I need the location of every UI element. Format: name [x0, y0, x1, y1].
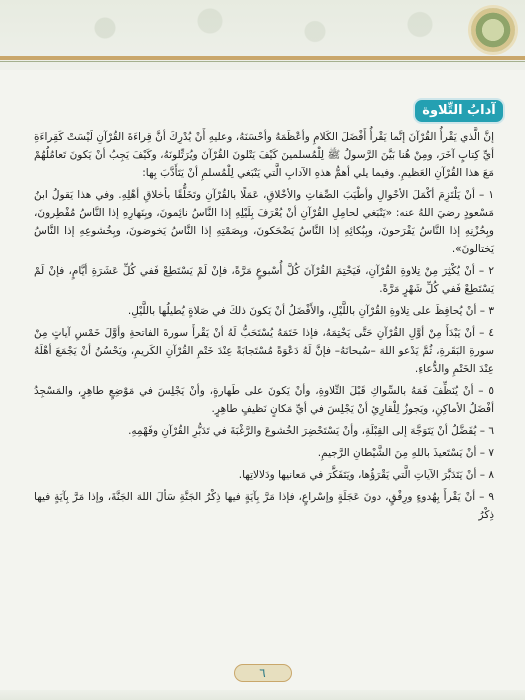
list-item: ٢ – أنْ يُكْثِرَ مِنْ تِلاوةِ القُرْآنِ، فَيَخْتِمَ القُرْآنَ كُلَّ أُسْبوعٍ مَرَّةً، فإنْ لَمْ يَسْتَطِعْ فَفي كُلِّ عَشَرَةِ أيَّامٍ، فإنْ لَمْ يَسْتَطِعْ فَفي كُلِّ شَهْرٍ مَرَّةً. — [34, 265, 494, 295]
page-number: ٦ — [234, 664, 292, 682]
section-title: آدابُ التِّلاوة — [413, 98, 505, 124]
list-item: ٦ – يُفَضَّلُ أنْ يَتَوَجَّهَ إلى القِبْلَةِ، وأنْ يَسْتَحْضِرَ الخُشوعَ والرَّغْبَةَ في تَدَبُّرِ القُرْآنِ وفَهْمِهِ. — [128, 425, 494, 437]
list-item: ٥ – أنْ يُنَظِّفَ فَمَهُ بالسِّواكِ قَبْلَ التِّلاوةِ، وأنْ يَكونَ على طَهارةٍ، وأنْ يَجْلِسَ في مَوْضِعٍ طاهِرٍ، والمَسْجِدُ أفْضَلُ الأماكِنِ، ويَجوزُ لِلْقارِئِ أنْ يَجْلِسَ في أيِّ مَكانٍ نَظيفٍ طاهِرٍ. — [34, 385, 494, 415]
decorative-header-band — [0, 0, 525, 70]
document-body — [34, 128, 494, 528]
list-item: ١ – أنْ يَلْتَزِمَ أكْمَلَ الأحْوالِ وأطْيَبَ الصِّفاتِ والأخْلاقِ، عَمَلًا بالقُرْآنِ وتَخَلُّقًا بأخلاقِ أهْلِهِ. وفي هذا يَقولُ ابنُ مَسْعودٍ رضيَ اللهُ عنه: «يَنْبَغي لحامِلِ القُرْآنِ أنْ يُعْرَفَ بِلَيْلِهِ إذا النَّاسُ نائِمونَ، وبِنَهارِهِ إذا النَّاسُ مُفْطِرونَ، وبِحُزْنِهِ إذا النَّاسُ يَفْرَحونَ، وبِبُكائِهِ إذا النَّاسُ يَضْحَكونَ، وبِصَمْتِهِ إذا النَّاسُ يَخوضونَ، وبِخُشوعِهِ إذا النَّاسُ يَختالونَ». — [34, 189, 494, 255]
header-thin-rule — [0, 61, 525, 62]
list-item: ٣ – أنْ يُحافِظَ على تِلاوةِ القُرْآنِ باللَّيْلِ، والأَفْضَلُ أنْ يَكونَ ذلكَ في صَلاةٍ يُطيلُها باللَّيْلِ. — [127, 305, 494, 317]
header-gold-rule — [0, 56, 525, 60]
intro-paragraph: إنَّ الَّذي يَقْرأُ القُرْآنَ إنَّما يَقْرأُ أَفْضَلَ الكَلامِ وأعْظَمَهُ وأحْسَنَهُ، وعليهِ أَنْ يُدْرِكَ أنَّ قِراءَةَ القُرْآنِ لَيْسَتْ كَقِراءَةِ أيِّ كِتابٍ آخَرَ، ومِنْ هُنا بَيَّنَ الرَّسولُ ﷺ لِلْمُسلمينَ كَيْفَ يَتْلونَ القُرْآنَ ويُرَتِّلونَهُ، وكَيْفَ يَجِبُ أنْ يَكونَ تَعامُلُهُمْ مَعَ هذا القُرْآنِ العَظيمِ. وفيما يلي أهمُّ هذهِ الآدابِ الَّتي يَنْبَغي لِلْمُسلمِ أنْ يَتَأَدَّبَ بِها: — [34, 131, 494, 179]
list-item: ٨ – أنْ يَتَدَبَّرَ الآياتِ الَّتي يَقْرَؤُها، ويَتَفَكَّرَ في مَعانيها ودَلالاتِها. — [238, 469, 494, 481]
list-item: ٧ – أنْ يَسْتَعيذَ باللهِ مِنَ الشَّيْطانِ الرَّجيمِ. — [317, 447, 494, 459]
decorative-footer-band — [0, 690, 525, 700]
list-item: ٤ – أنْ يَبْدَأَ مِنْ أوَّلِ القُرْآنِ حَتَّى يَخْتِمَهُ، فإذا خَتَمَهُ يُسْتَحَبُّ لَهُ أنْ يَقْرأَ سورةَ الفاتحةِ وأوَّلَ خَمْسِ آياتٍ مِنْ سورةِ البَقَرةِ، ثُمَّ يَدْعو اللهَ –سُبحانَهُ– فإنَّ لَهُ دَعْوَةً مُسْتَجابَةً عِنْدَ خَتْمِ القُرْآنِ الكَريمِ، ويَحْسُنُ أنْ يَجْمَعَ أهْلَهُ عِنْدَ الخَتْمِ والدُّعاءِ. — [34, 327, 494, 375]
corner-ornament-icon — [471, 8, 515, 52]
list-item: ٩ – أنْ يَقْرأَ بِهُدوءٍ ورِفْقٍ، دونَ عَجَلَةٍ وإسْراعٍ، فإذا مَرَّ بِآيَةٍ فيها ذِكْرُ الجَنَّةِ سَألَ اللهَ الجَنَّةَ، وإذا مَرَّ بِآيَةٍ فيها ذِكْرُ — [34, 491, 494, 521]
